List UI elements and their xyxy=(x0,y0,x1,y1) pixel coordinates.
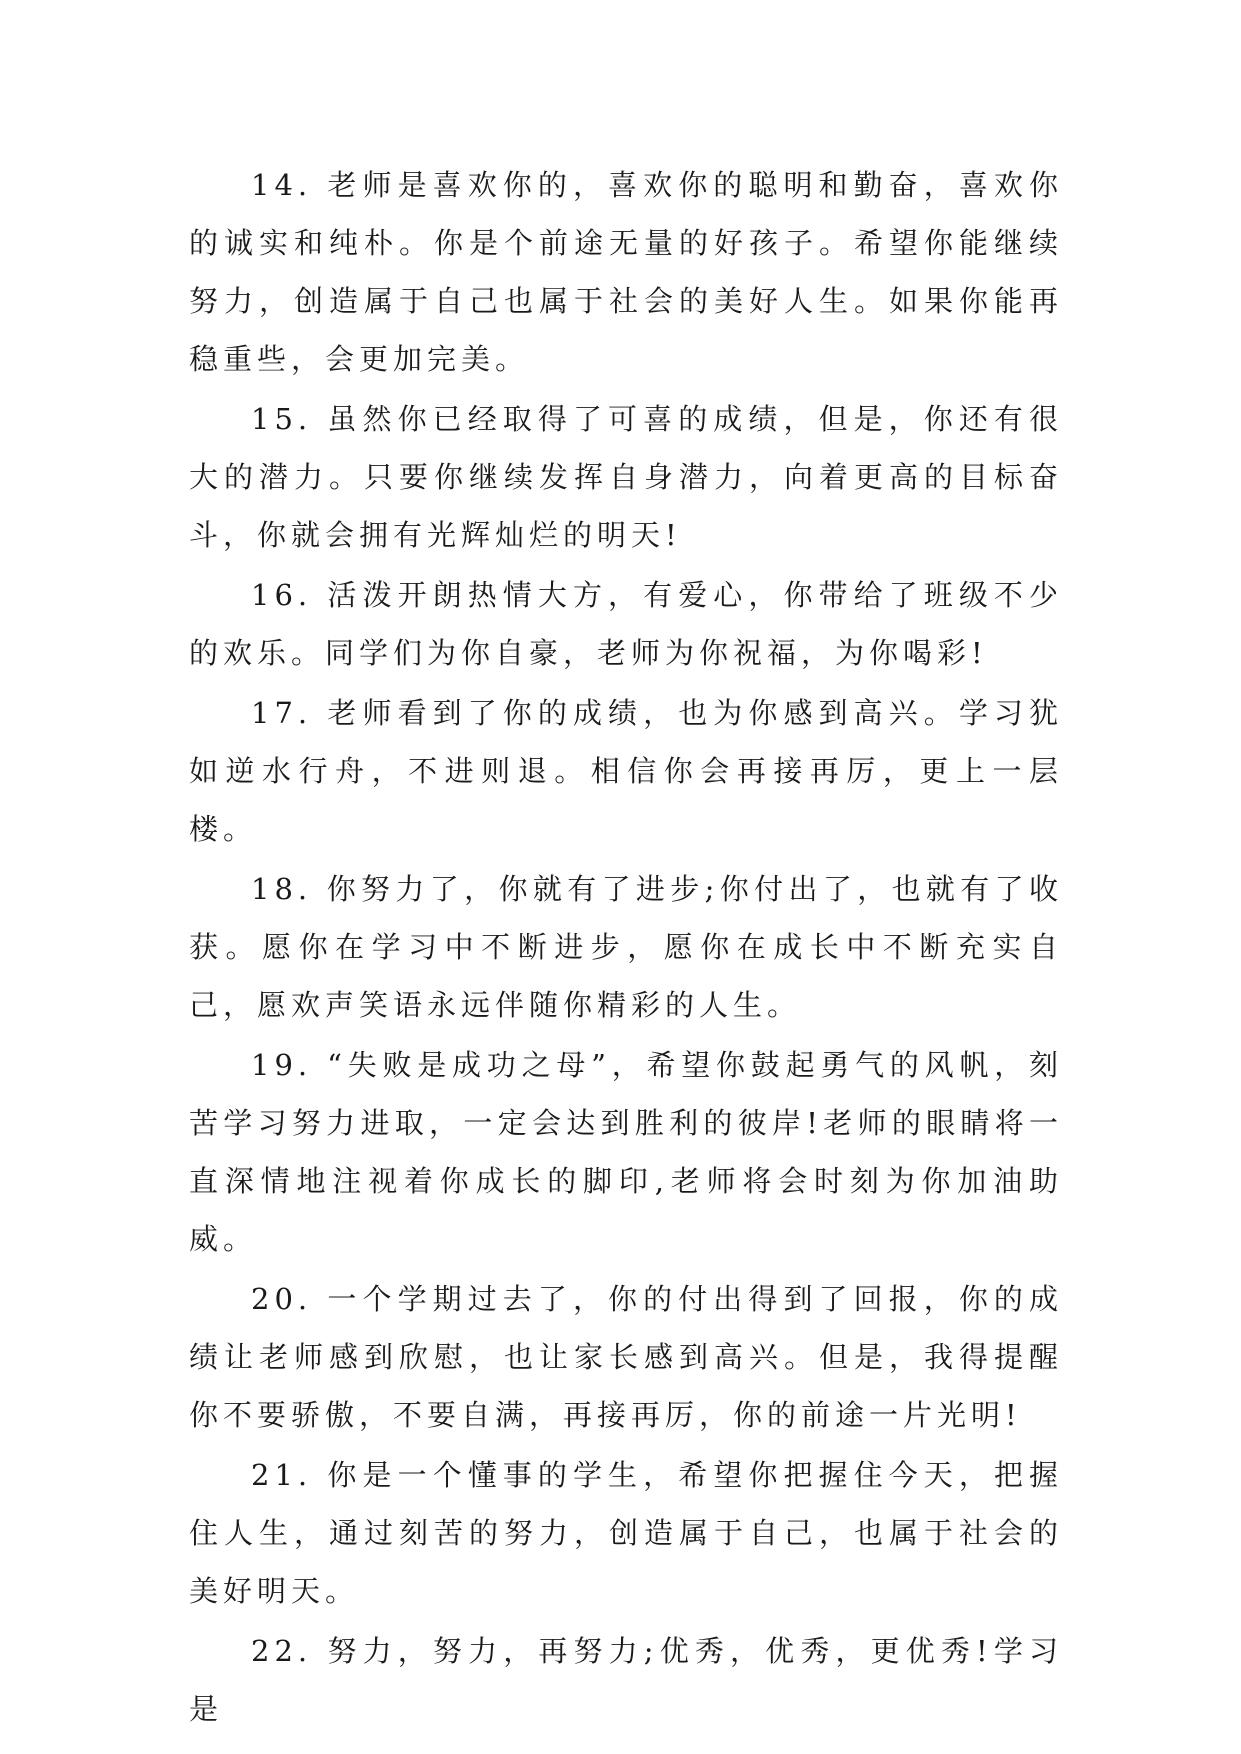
paragraph-14: 14. 老师是喜欢你的，喜欢你的聪明和勤奋，喜欢你的诚实和纯朴。你是个前途无量的好孩子。希望你能继续努力，创造属于自己也属于社会的美好人生。如果你能再稳重些，会更加完美。 xyxy=(189,168,1063,376)
paragraph-17: 17. 老师看到了你的成绩，也为你感到高兴。学习犹如逆水行舟，不进则退。相信你会再接再厉，更上一层楼。 xyxy=(189,696,1063,846)
paragraph-21: 21. 你是一个懂事的学生，希望你把握住今天，把握住人生，通过刻苦的努力，创造属于自己，也属于社会的美好明天。 xyxy=(189,1458,1063,1608)
paragraph-19: 19. “失败是成功之母”，希望你鼓起勇气的风帆，刻苦学习努力进取，一定会达到胜利的彼岸!老师的眼睛将一直深情地注视着你成长的脚印,老师将会时刻为你加油助威。 xyxy=(189,1048,1063,1256)
paragraph-16: 16. 活泼开朗热情大方，有爱心，你带给了班级不少的欢乐。同学们为你自豪，老师为你祝福，为你喝彩! xyxy=(189,578,1063,670)
paragraph-15: 15. 虽然你已经取得了可喜的成绩，但是，你还有很大的潜力。只要你继续发挥自身潜力，向着更高的目标奋斗，你就会拥有光辉灿烂的明天! xyxy=(189,402,1063,552)
document-body xyxy=(189,156,1063,1738)
paragraph-22: 22. 努力，努力，再努力;优秀，优秀，更优秀!学习是 xyxy=(189,1634,1063,1726)
paragraph-20: 20. 一个学期过去了，你的付出得到了回报，你的成绩让老师感到欣慰，也让家长感到高兴。但是，我得提醒你不要骄傲，不要自满，再接再厉，你的前途一片光明! xyxy=(189,1282,1063,1432)
paragraph-18: 18. 你努力了，你就有了进步;你付出了，也就有了收获。愿你在学习中不断进步，愿你在成长中不断充实自己，愿欢声笑语永远伴随你精彩的人生。 xyxy=(189,872,1063,1022)
